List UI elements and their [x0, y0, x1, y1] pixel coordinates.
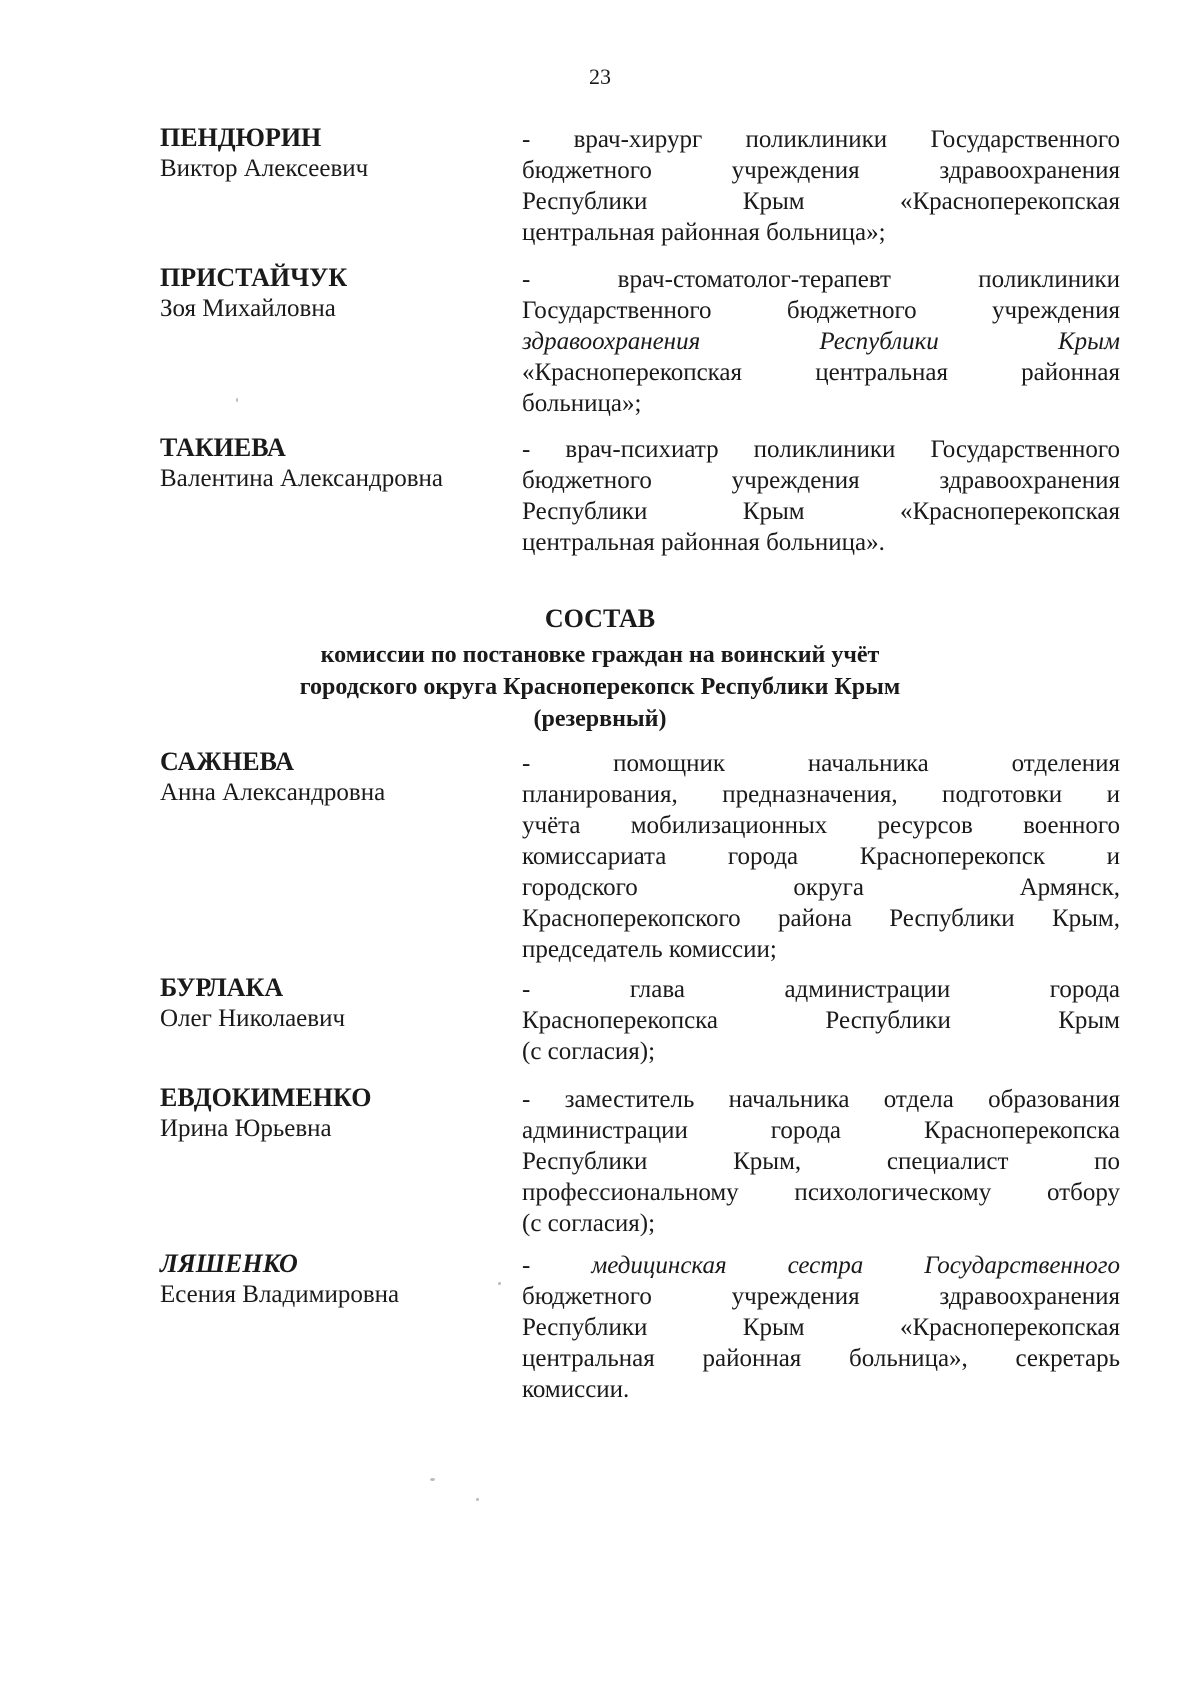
position-line: - врач-стоматолог-терапевт поликлиники — [522, 266, 1120, 293]
position-line: - глава администрации города — [522, 976, 1120, 1003]
section-subtitle-line: комиссии по постановке граждан на воинский учёт — [320, 642, 880, 668]
position-line: центральная районная больница»; — [522, 219, 886, 246]
member-surname: ЛЯШЕНКО — [160, 1249, 298, 1278]
member-surname: ЕВДОКИМЕНКО — [160, 1083, 372, 1112]
member-surname: БУРЛАКА — [160, 973, 284, 1002]
position-line: бюджетного учреждения здравоохранения — [522, 157, 1120, 184]
member-position — [522, 748, 1120, 965]
section-subtitle-line: (резервный) — [533, 706, 667, 732]
member-position — [522, 1250, 1120, 1405]
position-line: Государственного бюджетного учреждения — [522, 297, 1120, 324]
position-line: (с согласия); — [522, 1038, 656, 1065]
position-line: планирования, предназначения, подготовки и — [522, 781, 1120, 808]
position-line: здравоохранения Республики Крым — [522, 328, 1120, 355]
position-line: «Красноперекопская центральная районная — [522, 359, 1120, 386]
member-given-name: Зоя Михайловна — [160, 295, 336, 322]
member-name — [160, 972, 520, 1034]
position-line: - медицинская сестра Государственного — [522, 1252, 1120, 1279]
position-line: учёта мобилизационных ресурсов военного — [522, 812, 1120, 839]
member-given-name: Анна Александровна — [160, 779, 386, 806]
position-line: городского округа Армянск, — [522, 874, 1120, 901]
member-surname: ПЕНДЮРИН — [160, 123, 322, 152]
member-name — [160, 432, 520, 494]
position-line: Красноперекопска Республики Крым — [522, 1007, 1120, 1034]
member-given-name: Валентина Александровна — [160, 465, 443, 492]
member-name — [160, 122, 520, 184]
member-position — [522, 974, 1120, 1067]
position-line: комиссии. — [522, 1376, 630, 1403]
page-number: 23 — [589, 64, 611, 89]
position-line: центральная районная больница». — [522, 529, 885, 556]
member-position — [522, 264, 1120, 419]
position-line: бюджетного учреждения здравоохранения — [522, 1283, 1120, 1310]
position-line: администрации города Красноперекопска — [522, 1117, 1120, 1144]
position-line: профессиональному психологическому отбору — [522, 1179, 1120, 1206]
position-line: Республики Крым «Красноперекопская — [522, 498, 1120, 525]
scan-speck — [498, 1282, 501, 1285]
member-surname: ТАКИЕВА — [160, 433, 286, 462]
position-line: - врач-психиатр поликлиники Государственного — [522, 436, 1120, 463]
position-line: Красноперекопского района Республики Крым, — [522, 905, 1120, 932]
position-line: больница»; — [522, 390, 642, 417]
section-subtitle-line: городского округа Красноперекопск Республики Крым — [299, 674, 901, 700]
member-name — [160, 1082, 520, 1144]
position-line: Республики Крым «Красноперекопская — [522, 188, 1120, 215]
member-position — [522, 124, 1120, 248]
position-line: комиссариата города Красноперекопск и — [522, 843, 1120, 870]
scan-speck — [476, 1498, 479, 1501]
member-name — [160, 746, 520, 808]
member-given-name: Есения Владимировна — [160, 1281, 400, 1308]
member-position — [522, 1084, 1120, 1239]
member-name — [160, 262, 520, 324]
member-given-name: Ирина Юрьевна — [160, 1115, 332, 1142]
position-line: Республики Крым «Красноперекопская — [522, 1314, 1120, 1341]
position-line: (с согласия); — [522, 1210, 656, 1237]
position-line: - врач-хирург поликлиники Государственного — [522, 126, 1120, 153]
scan-speck — [430, 1478, 435, 1481]
position-line: председатель комиссии; — [522, 936, 777, 963]
scan-speck — [236, 398, 238, 402]
section-title: СОСТАВ — [544, 604, 656, 633]
member-surname: ПРИСТАЙЧУК — [160, 263, 348, 292]
member-given-name: Виктор Алексеевич — [160, 155, 369, 182]
position-line: - заместитель начальника отдела образования — [522, 1086, 1120, 1113]
position-line: Республики Крым, специалист по — [522, 1148, 1120, 1175]
member-position — [522, 434, 1120, 558]
position-line: - помощник начальника отделения — [522, 750, 1120, 777]
member-name — [160, 1248, 520, 1310]
member-surname: САЖНЕВА — [160, 747, 295, 776]
position-line: центральная районная больница», секретарь — [522, 1345, 1120, 1372]
member-given-name: Олег Николаевич — [160, 1005, 346, 1032]
position-line: бюджетного учреждения здравоохранения — [522, 467, 1120, 494]
